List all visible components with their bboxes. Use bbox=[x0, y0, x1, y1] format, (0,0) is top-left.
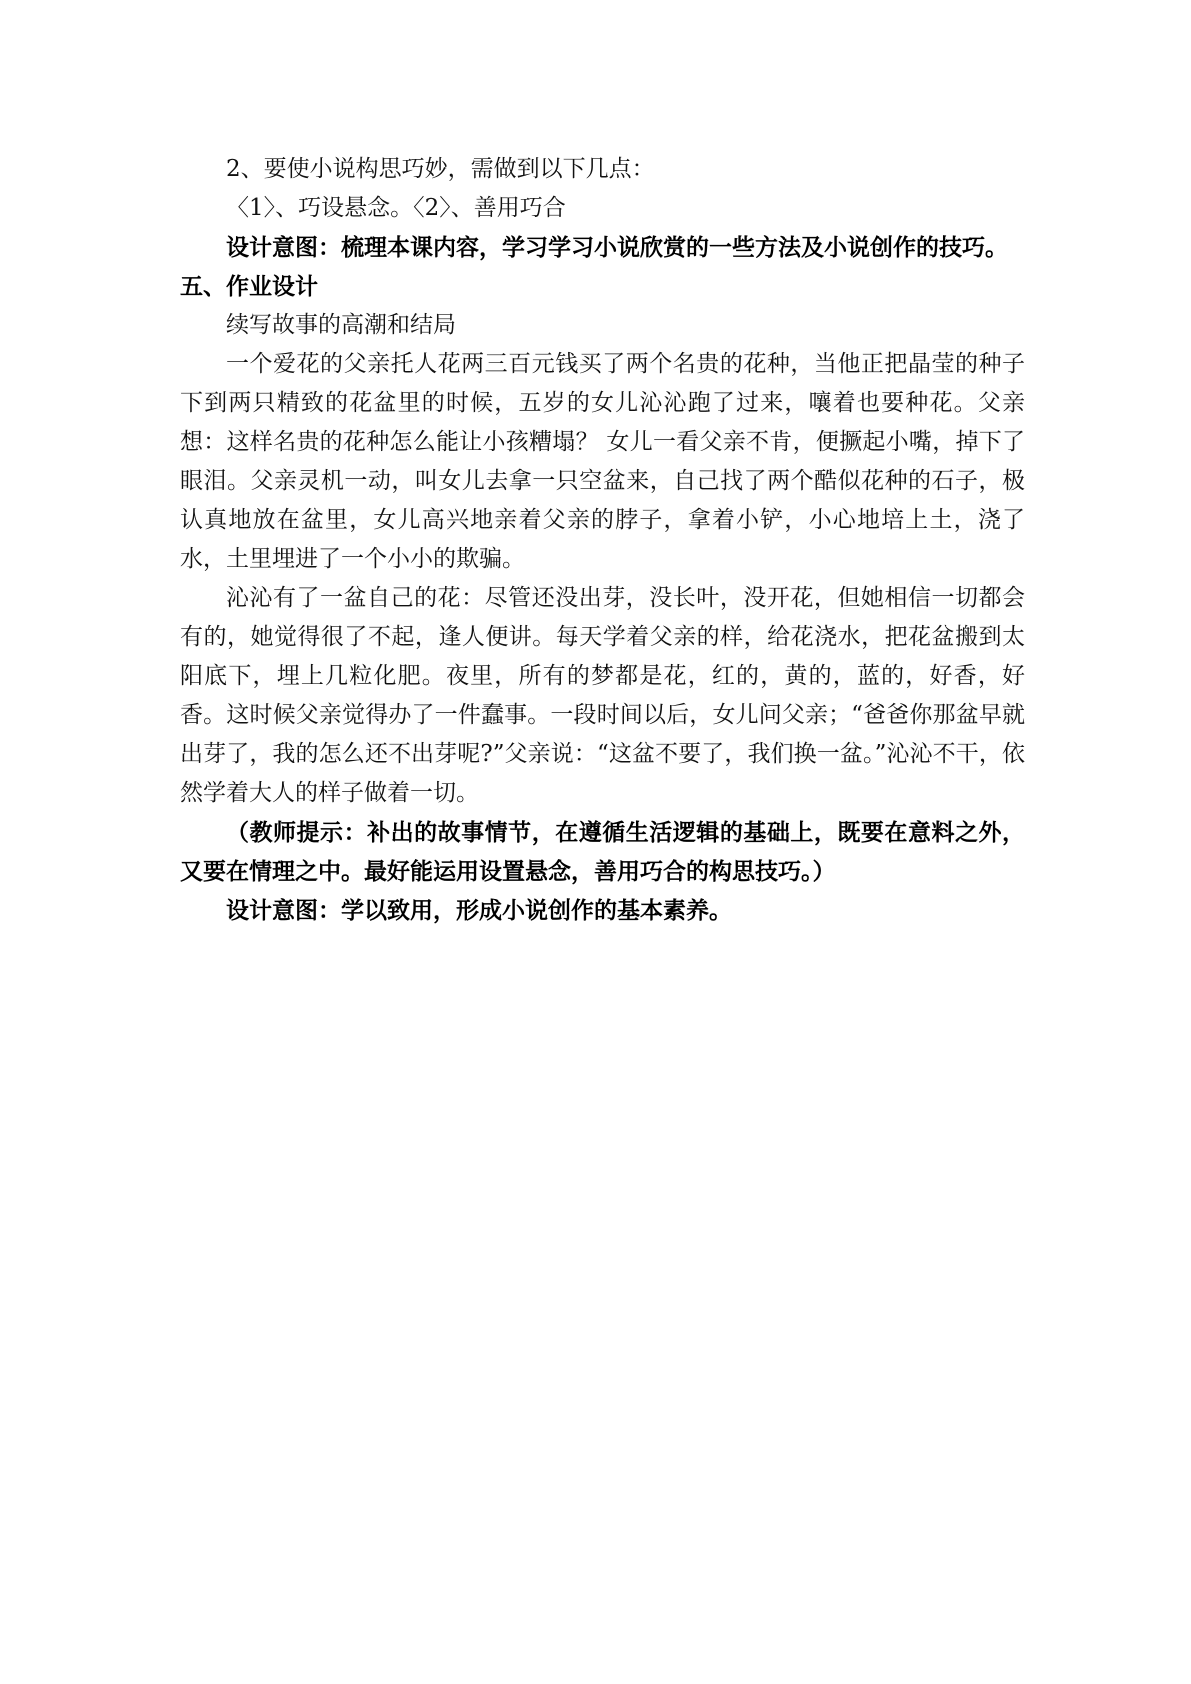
story-paragraph-2: 沁沁有了一盆自己的花：尽管还没出芽，没长叶，没开花，但她相信一切都会有的，她觉得很了不起，逢人便讲。每天学着父亲的样，给花浇水，把花盆搬到太阳底下，埋上几粒化肥。夜里，所有的梦都是花，红的，黄的，蓝的，好香，好香。这时候父亲觉得办了一件蠢事。一段时间以后，女儿问父亲；“爸爸你那盆早就出芽了，我的怎么还不出芽呢?”父亲说：“这盆不要了，我们换一盆。”沁沁不干，依然学着大人的样子做着一切。 bbox=[180, 585, 1025, 806]
design-intent-1: 设计意图：梳理本课内容，学习学习小说欣赏的一些方法及小说创作的技巧。 bbox=[226, 234, 1008, 261]
section-5-title: 五、作业设计 bbox=[180, 273, 318, 300]
point-2-heading: 2、要使小说构思巧妙，需做到以下几点： bbox=[226, 156, 655, 182]
document-body bbox=[180, 150, 1025, 930]
task-title: 续写故事的高潮和结局 bbox=[226, 312, 456, 338]
design-intent-2: 设计意图：学以致用，形成小说创作的基本素养。 bbox=[226, 897, 732, 924]
teacher-tip: （教师提示：补出的故事情节，在遵循生活逻辑的基础上，既要在意料之外，又要在情理之中。最好能运用设置悬念，善用巧合的构思技巧。） bbox=[180, 819, 1025, 885]
story-paragraph-1: 一个爱花的父亲托人花两三百元钱买了两个名贵的花种，当他正把晶莹的种子下到两只精致的花盆里的时候，五岁的女儿沁沁跑了过来，嚷着也要种花。父亲想：这样名贵的花种怎么能让小孩糟塌？ 女儿一看父亲不肯，便撅起小嘴，掉下了眼泪。父亲灵机一动，叫女儿去拿一只空盆来，自己找了两个酷似花种的石子，极认真地放在盆里，女儿高兴地亲着父亲的脖子，拿着小铲，小心地培上土，浇了水，土里埋进了一个小小的欺骗。 bbox=[180, 351, 1025, 572]
point-2-items: 〈1〉、巧设悬念。〈2〉、善用巧合 bbox=[226, 195, 566, 221]
